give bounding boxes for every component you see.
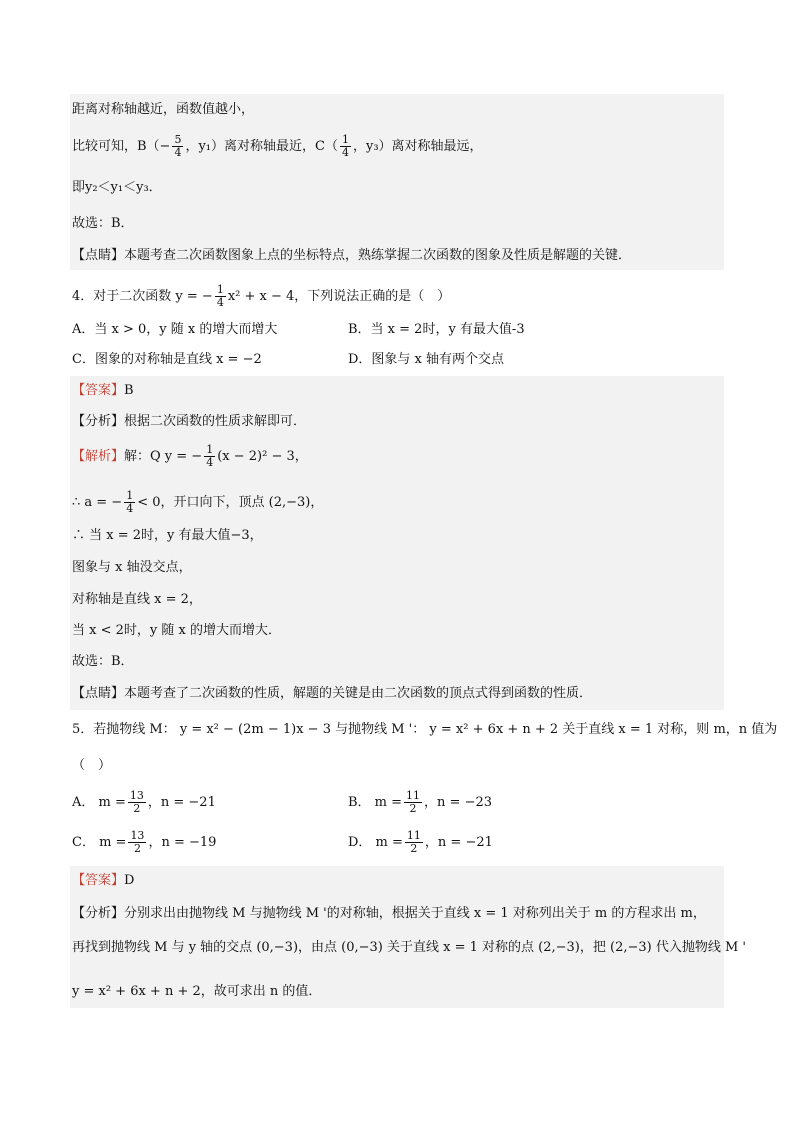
fraction-numerator: 13 bbox=[129, 789, 144, 802]
text-segment: B． m = bbox=[348, 795, 403, 810]
fraction-denominator: 4 bbox=[126, 502, 134, 515]
answer-tag: 【答案】 bbox=[72, 873, 125, 888]
text-segment: D． m = bbox=[348, 835, 403, 850]
text-segment: ∴ a = − bbox=[72, 495, 123, 510]
fraction-denominator: 4 bbox=[341, 146, 349, 159]
text-line: 距离对称轴越近，函数值越小， bbox=[72, 102, 255, 117]
text-line: 故选：B． bbox=[72, 216, 134, 231]
fraction-denominator: 4 bbox=[206, 456, 214, 469]
analysis-line: 再找到抛物线 M 与 y 轴的交点 (0,−3)，由点 (0,−3) 关于直线 x = 1 对称的点 (2,−3)，把 (2,−3) 代入抛物线 M ' bbox=[72, 940, 746, 955]
question-stem-continued: （ ） bbox=[72, 758, 112, 773]
solution-line: 对称轴是直线 x = 2， bbox=[72, 592, 202, 607]
text-segment: x² + x − 4，下列说法正确的是（ ） bbox=[227, 289, 451, 304]
fraction-numerator: 11 bbox=[406, 829, 421, 842]
fraction-denominator: 2 bbox=[133, 842, 141, 855]
text-segment: < 0，开口向下，顶点 (2,−3)， bbox=[137, 495, 324, 510]
fraction-numerator: 1 bbox=[216, 283, 224, 296]
option-a bbox=[72, 790, 216, 815]
fraction bbox=[124, 490, 135, 515]
analysis-text: 根据二次函数的性质求解即可． bbox=[124, 414, 307, 429]
text-segment: A． m = bbox=[72, 795, 126, 810]
text-segment: 4．对于二次函数 y = − bbox=[72, 289, 213, 304]
fraction bbox=[204, 444, 215, 469]
option-a: A．当 x > 0，y 随 x 的增大而增大 bbox=[72, 322, 278, 337]
fraction-denominator: 2 bbox=[409, 802, 417, 815]
fraction-denominator: 4 bbox=[216, 296, 224, 309]
comment-text: 本题考查二次函数图象上点的坐标特点，熟练掌握二次函数的图象及性质是解题的关键． bbox=[124, 248, 632, 263]
text-segment: ，n = −21 bbox=[147, 795, 216, 810]
solution-line bbox=[72, 490, 323, 515]
text-segment: ，n = −23 bbox=[424, 795, 493, 810]
analysis-line bbox=[72, 412, 306, 432]
question-stem: 5．若抛物线 M： y = x² − (2m − 1)x − 3 与抛物线 M '： y = x² + 6x + n + 2 关于直线 x = 1 对称，则 m，n 值为 bbox=[72, 722, 778, 737]
option-b: B．当 x = 2时，y 有最大值-3 bbox=[348, 322, 525, 337]
fraction-denominator: 2 bbox=[410, 842, 418, 855]
fraction-numerator: 1 bbox=[206, 443, 214, 456]
text-segment: ，n = −19 bbox=[148, 835, 217, 850]
text-segment: 比较可知，B（− bbox=[72, 139, 171, 154]
solution-line: 图象与 x 轴没交点， bbox=[72, 560, 192, 575]
solution-line: 当 x < 2时，y 随 x 的增大而增大． bbox=[72, 623, 281, 638]
answer-line bbox=[72, 381, 134, 401]
solution-block-shade bbox=[70, 94, 724, 270]
text-segment: C． m = bbox=[72, 835, 127, 850]
fraction bbox=[172, 134, 183, 159]
text-segment: ，y₁）离对称轴最近，C（ bbox=[185, 139, 338, 154]
fraction bbox=[404, 790, 422, 815]
option-d: D．图象与 x 轴有两个交点 bbox=[348, 352, 505, 367]
analysis-line bbox=[72, 904, 706, 924]
analysis-text: 分别求出由抛物线 M 与抛物线 M '的对称轴，根据关于直线 x = 1 对称列出关于 m 的方程求出 m， bbox=[124, 906, 706, 921]
solution-line bbox=[72, 444, 308, 469]
fraction bbox=[128, 790, 146, 815]
text-line: 即y₂＜y₁＜y₃． bbox=[72, 180, 162, 195]
comment-tag: 【点睛】 bbox=[72, 248, 125, 263]
analysis-line: y = x² + 6x + n + 2，故可求出 n 的值． bbox=[72, 984, 322, 999]
answer-line bbox=[72, 871, 134, 891]
text-segment: 解：Q y = − bbox=[124, 449, 203, 464]
option-d bbox=[348, 830, 493, 855]
option-c bbox=[72, 830, 216, 855]
comment-text: 本题考查了二次函数的性质，解题的关键是由二次函数的顶点式得到函数的性质． bbox=[124, 686, 593, 701]
option-c: C．图象的对称轴是直线 x = −2 bbox=[72, 352, 262, 367]
comment-line bbox=[72, 684, 592, 704]
answer-value: B bbox=[124, 383, 134, 398]
fraction bbox=[128, 830, 146, 855]
text-segment: (x − 2)² − 3， bbox=[217, 449, 308, 464]
question-stem bbox=[72, 284, 450, 309]
analysis-tag: 【分析】 bbox=[72, 414, 125, 429]
answer-value: D bbox=[124, 873, 135, 888]
comment-line bbox=[72, 246, 631, 266]
solution-tag: 【解析】 bbox=[72, 449, 125, 464]
fraction-numerator: 13 bbox=[130, 829, 145, 842]
fraction-numerator: 11 bbox=[406, 789, 421, 802]
text-line bbox=[72, 134, 483, 159]
comment-tag: 【点睛】 bbox=[72, 686, 125, 701]
solution-line: ∴ 当 x = 2时，y 有最大值−3， bbox=[72, 528, 263, 543]
answer-tag: 【答案】 bbox=[72, 383, 125, 398]
text-segment: ，y₃）离对称轴最远， bbox=[352, 139, 483, 154]
fraction bbox=[405, 830, 423, 855]
analysis-tag: 【分析】 bbox=[72, 906, 125, 921]
option-b bbox=[348, 790, 492, 815]
fraction-numerator: 5 bbox=[174, 133, 182, 146]
text-segment: ，n = −21 bbox=[424, 835, 493, 850]
fraction-numerator: 1 bbox=[126, 489, 134, 502]
fraction-denominator: 2 bbox=[133, 802, 141, 815]
fraction-denominator: 4 bbox=[174, 146, 182, 159]
fraction bbox=[340, 134, 351, 159]
fraction-numerator: 1 bbox=[341, 133, 349, 146]
solution-line: 故选：B． bbox=[72, 654, 134, 669]
fraction bbox=[215, 284, 226, 309]
